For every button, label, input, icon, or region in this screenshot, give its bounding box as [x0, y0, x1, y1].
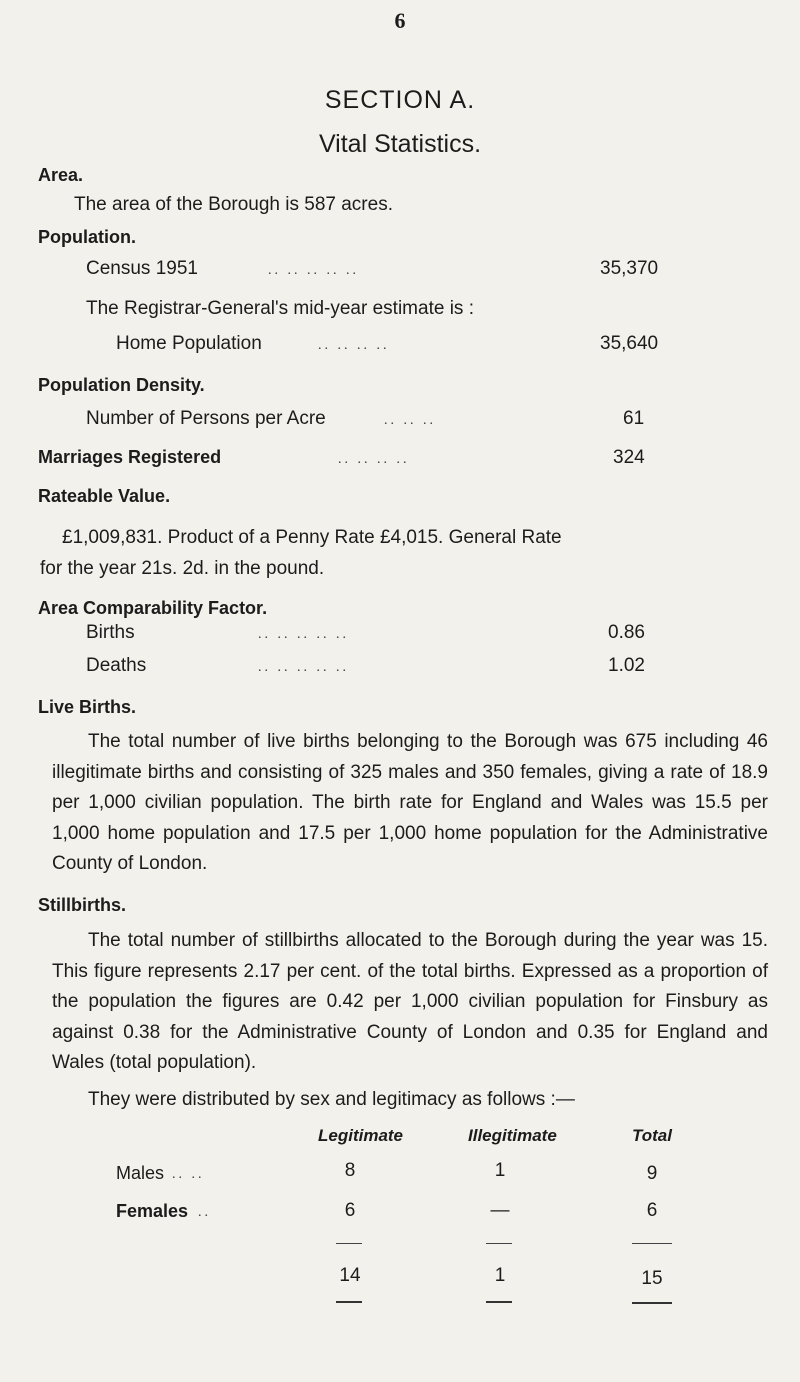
column-header-total: Total [632, 1126, 672, 1145]
distribution-intro: They were distributed by sex and legitimacy as follows :— [88, 1089, 575, 1110]
total-double-rule [486, 1301, 512, 1303]
females-total: 6 [646, 1200, 658, 1221]
registrar-text: The Registrar-General's mid-year estimate is : [86, 298, 474, 319]
subtotal-rule [336, 1243, 362, 1244]
females-illegitimate: — [490, 1200, 510, 1221]
area-heading: Area. [38, 165, 84, 185]
subtotal-rule [486, 1243, 512, 1244]
births-label: Births [86, 622, 135, 643]
live-births-heading: Live Births. [38, 697, 137, 717]
births-factor-value: 0.86 [608, 622, 645, 643]
males-total: 9 [646, 1163, 658, 1184]
row-label-females: Females [116, 1201, 189, 1221]
rateable-line-1: £1,009,831. Product of a Penny Rate £4,015. General Rate [62, 527, 562, 548]
home-population-label: Home Population [116, 333, 262, 354]
column-header-legitimate: Legitimate [318, 1126, 404, 1145]
leader-dots: .. .. .. .. .. [268, 263, 359, 278]
page-number: 6 [394, 8, 406, 33]
stillbirths-heading: Stillbirths. [38, 895, 127, 915]
rateable-line-2: for the year 21s. 2d. in the pound. [40, 558, 325, 579]
marriages-value: 324 [613, 447, 645, 468]
row-label-males: Males [116, 1163, 165, 1183]
leader-dots: .. .. .. .. .. [258, 660, 349, 675]
density-label: Number of Persons per Acre [86, 408, 326, 429]
census-label: Census 1951 [86, 258, 198, 279]
total-illegitimate: 1 [494, 1265, 506, 1286]
leader-dots: .. .. .. .. [318, 338, 390, 353]
leader-dots: .. .. .. .. [338, 452, 410, 467]
column-header-illegitimate: Illegitimate [468, 1126, 557, 1145]
leader-dots: .. .. .. [384, 413, 436, 428]
leader-dots: .. .. .. .. .. [258, 627, 349, 642]
leader-dots: .. .. [172, 1167, 205, 1182]
deaths-label: Deaths [86, 655, 147, 676]
page-subtitle: Vital Statistics. [318, 130, 482, 158]
live-births-text: The total number of live births belonging to the Borough was 675 including 46 illegitimate births and consisting of 325 males and 350 females, giving a rate of 18.9 per 1,000 civilian population. The birth rate for England and Wales was 15.5 per 1,000 home population and 17.5 per 1,000 home population for the Administrative County of London. [52, 731, 768, 874]
males-legitimate: 8 [344, 1160, 356, 1181]
population-heading: Population. [38, 227, 136, 247]
home-population-value: 35,640 [600, 333, 659, 354]
comparability-heading: Area Comparability Factor. [38, 598, 268, 618]
total-double-rule [632, 1302, 672, 1304]
census-value: 35,370 [600, 258, 659, 279]
section-title: SECTION A. [324, 86, 476, 114]
leader-dots: .. [198, 1205, 211, 1220]
rateable-heading: Rateable Value. [38, 486, 171, 506]
deaths-factor-value: 1.02 [608, 655, 645, 676]
marriages-heading: Marriages Registered [38, 447, 222, 467]
subtotal-rule [632, 1243, 672, 1244]
females-legitimate: 6 [344, 1200, 356, 1221]
total-total: 15 [641, 1268, 663, 1289]
total-legitimate: 14 [339, 1265, 361, 1286]
total-double-rule [336, 1301, 362, 1303]
density-heading: Population Density. [38, 375, 205, 395]
density-value: 61 [623, 408, 645, 429]
stillbirths-text: The total number of stillbirths allocated to the Borough during the year was 15. This figure represents 2.17 per cent. of the total births. Expressed as a proportion of the population the figures are 0.42 per 1,000 civilian population for Finsbury as against 0.38 for the Administrative County of London and 0.35 for England and Wales (total population). [52, 930, 768, 1073]
area-text: The area of the Borough is 587 acres. [74, 194, 393, 215]
males-illegitimate: 1 [494, 1160, 506, 1181]
